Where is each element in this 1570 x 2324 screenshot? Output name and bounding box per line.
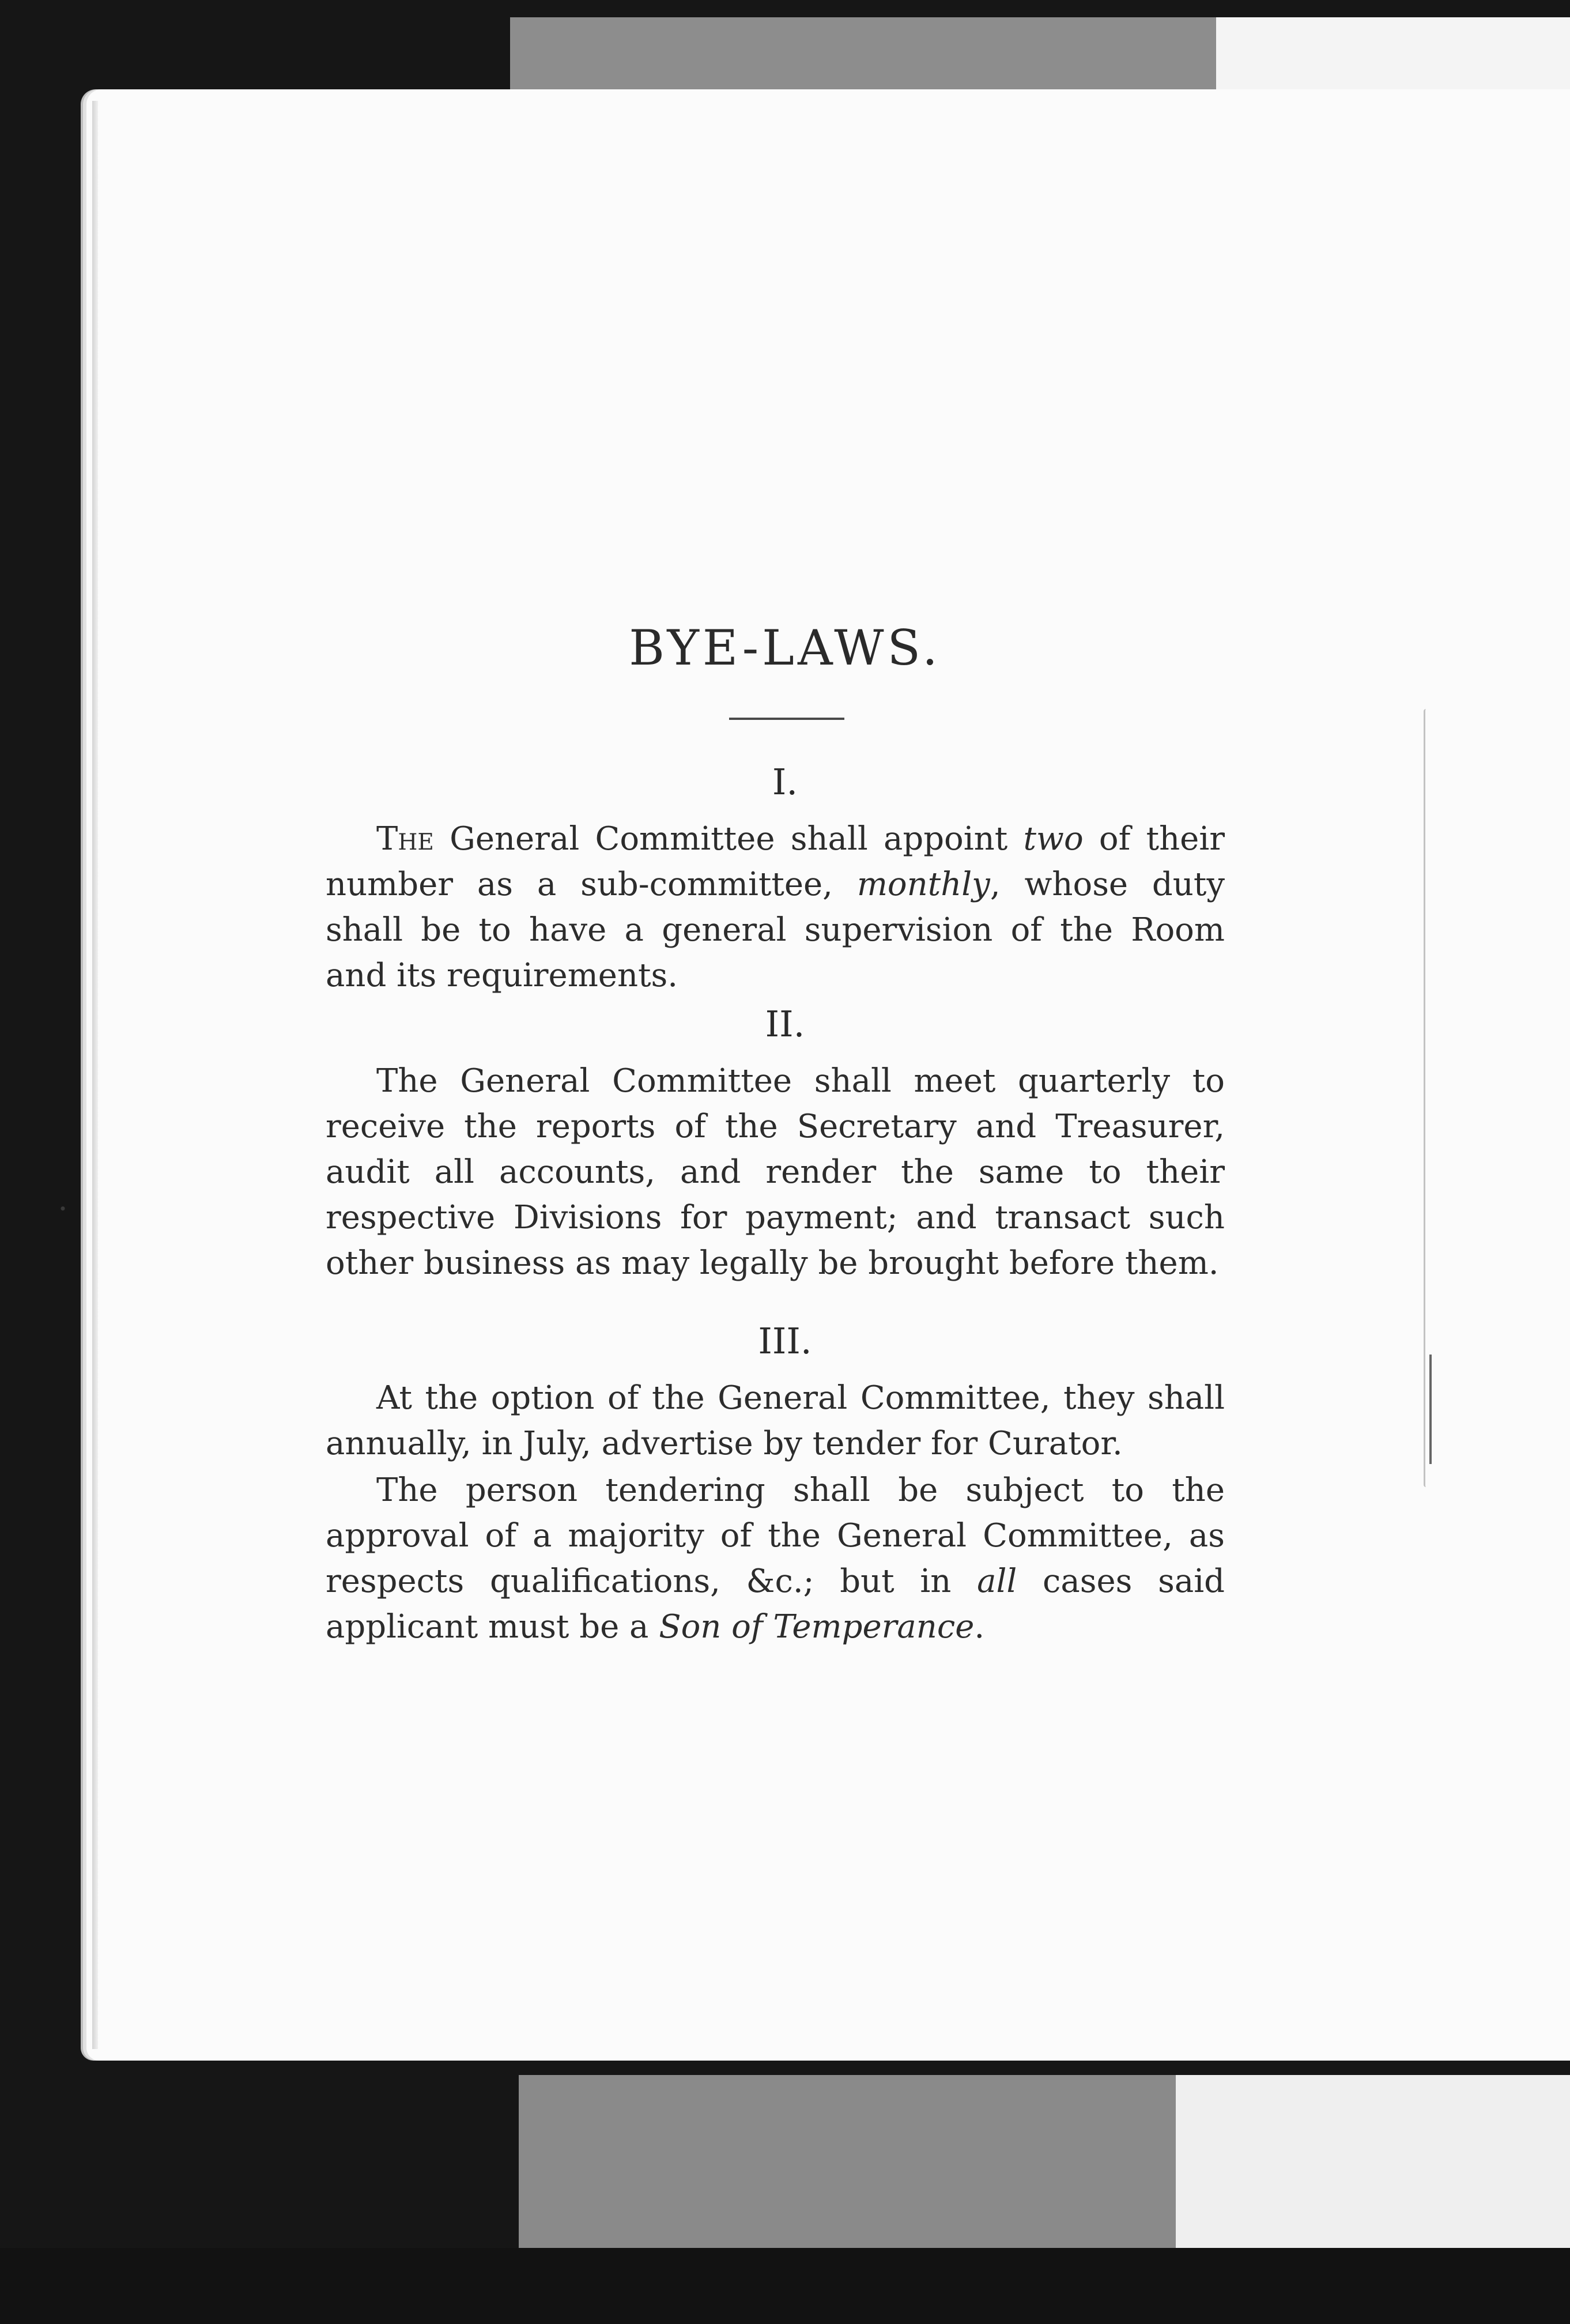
section-1-paragraph (326, 816, 1225, 998)
background-card-bottom (519, 2075, 1176, 2248)
title-rule-divider (729, 718, 844, 720)
section-3-text-a: The person tendering shall be subject to the approval of a majority of the General Committee, as respects qualifications, &c.; but in (326, 1472, 1225, 1600)
section-1-emphasis-monthly: monthly (856, 866, 990, 903)
section-3-emphasis-son-of-temperance: Son of Temperance (659, 1608, 975, 1646)
section-1-text-c: , whose duty shall be to have a general supervision of the Room and its requirements. (326, 866, 1225, 994)
section-numeral-3: III. (758, 1320, 812, 1362)
section-1-lead-word: The (376, 820, 434, 858)
page-binding-edge (92, 101, 98, 2049)
page-fold-line (1424, 709, 1429, 1487)
section-numeral-2: II. (765, 1003, 805, 1045)
section-3-text-c: . (974, 1608, 985, 1646)
section-3-text-b: cases said applicant must be a (326, 1563, 1225, 1646)
section-3-paragraph-1: At the option of the General Committee, they shall annually, in July, advertise by tender for Curator. (326, 1379, 1225, 1462)
section-3-emphasis-all: all (977, 1563, 1017, 1600)
section-3-paragraph-2 (326, 1467, 1225, 1650)
section-1-emphasis-two: two (1023, 820, 1084, 858)
section-numeral-1: I. (772, 761, 798, 803)
page-fold-mark (1429, 1355, 1435, 1464)
page-title: BYE-LAWS. (629, 620, 941, 676)
section-1-text-a: General Committee shall appoint (433, 820, 1024, 858)
background-sheet-bottom-right (1176, 2075, 1570, 2248)
section-1-text-b: of their number as a sub-committee, (326, 820, 1225, 903)
section-2-paragraph: The General Committee shall meet quarterly to receive the reports of the Secretary and Treasurer, audit all accounts, and render the same to their respective Divisions for payment; and transact such other business as may legally be brought before them. (326, 1062, 1225, 1282)
scanner-bottom-strip (0, 2248, 1570, 2324)
